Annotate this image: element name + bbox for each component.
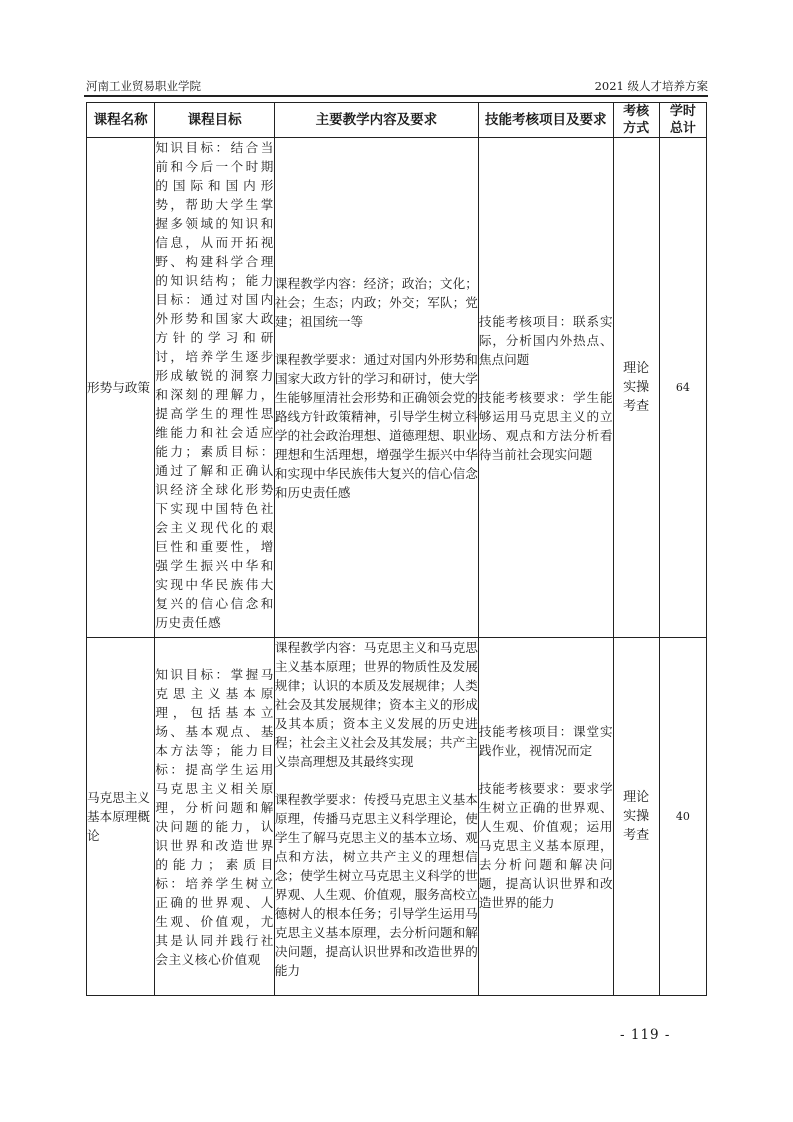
column-header-name: 课程名称 [87, 103, 155, 138]
course-name: 形势与政策 [87, 138, 155, 638]
column-header-hours-line1: 学时 [669, 104, 696, 119]
course-content: 课程教学内容：经济；政治；文化；社会；生态；内政；外交；军队；党建；祖国统一等 [274, 275, 478, 329]
table-row [87, 138, 707, 638]
table-header-row [87, 103, 707, 138]
assessment-mode [613, 638, 659, 996]
assessment-mode-line: 实操 [623, 380, 650, 395]
assessment-mode-line: 考查 [623, 399, 650, 414]
column-header-content: 主要教学内容及要求 [274, 103, 478, 138]
skill-item: 技能考核项目：联系实际，分析国内外热点、焦点问题 [478, 313, 613, 367]
total-hours: 64 [659, 138, 706, 638]
skill-requirement: 技能考核要求：学生能够运用马克思主义的立场、观点和方法分析看待当前社会现实问题 [478, 389, 613, 462]
course-requirement: 课程教学要求：传授马克思主义基本原理，传播马克思主义科学理论，使学生了解马克思主义的基本立场、观点和方法，树立共产主义的理想信念；使学生树立马克思主义科学的世界观、人生观、价值观，服务高校立德树人的根本任务；引导学生运用马克思主义基本原理，去分析问题和解决问题，提高认识世界和改造世界的能力 [274, 792, 478, 978]
skill-cell [478, 638, 613, 996]
column-header-goal: 课程目标 [155, 103, 275, 138]
document-title: 2021 级人才培养方案 [594, 79, 708, 93]
column-header-hours [659, 103, 706, 138]
course-goal: 知识目标：结合当前和今后一个时期的国际和国内形势，帮助大学生掌握多领域的知识和信息，从而开拓视野、构建科学合理的知识结构；能力目标：通过对国内外形势和国家大政方针的学习和研讨，培养学生逐步形成敏锐的洞察力和深刻的理解力，提高学生的理性思维能力和社会适应能力；素质目标：通过了解和正确认识经济全球化形势下实现中国特色社会主义现代化的艰巨性和重要性，增强学生振兴中华和实现中华民族伟大复兴的信心信念和历史责任感 [155, 138, 275, 638]
column-header-skill: 技能考核项目及要求 [478, 103, 613, 138]
assessment-mode-line: 实操 [623, 809, 650, 824]
course-content-cell [274, 638, 478, 996]
skill-item: 技能考核项目：课堂实践作业，视情况而定 [478, 723, 613, 758]
page-header [84, 78, 708, 94]
skill-requirement: 技能考核要求：要求学生树立正确的世界观、人生观、价值观；运用马克思主义基本原理，去分析问题和解决问题，提高认识世界和改造世界的能力 [478, 780, 613, 910]
assessment-mode [613, 138, 659, 638]
table-row [87, 638, 707, 996]
skill-cell [478, 138, 613, 638]
course-content: 课程教学内容：马克思主义和马克思主义基本原理；世界的物质性及发展规律；认识的本质及发展规律；人类社会及其发展规律；资本主义的形成及其本质；资本主义发展的历史进程；社会主义社会及其发展；共产主义崇高理想及其最终实现 [274, 640, 478, 769]
course-content-cell [274, 138, 478, 638]
course-name: 马克思主义基本原理概论 [87, 638, 155, 996]
total-hours: 40 [659, 638, 706, 996]
column-header-mode [613, 103, 659, 138]
assessment-mode-line: 考查 [623, 828, 650, 843]
institution-name: 河南工业贸易职业学院 [86, 79, 201, 93]
course-table [86, 102, 707, 996]
page-number: - 119 - [620, 1027, 671, 1043]
course-requirement: 课程教学要求：通过对国内外形势和国家大政方针的学习和研讨，使大学生能够厘清社会形势和正确领会党的路线方针政策精神，引导学生树立科学的社会政治理想、道德理想、职业理想和生活理想，增强学生振兴中华和实现中华民族伟大复兴的信心信念和历史责任感 [274, 351, 478, 500]
assessment-mode-line: 理论 [623, 790, 650, 805]
column-header-mode-line1: 考核 [623, 104, 650, 119]
column-header-hours-line2: 总计 [669, 121, 696, 136]
assessment-mode-line: 理论 [623, 361, 650, 376]
column-header-mode-line2: 方式 [623, 121, 650, 136]
course-goal: 知识目标：掌握马克思主义基本原理，包括基本立场、基本观点、基本方法等；能力目标：提高学生运用马克思主义相关原理，分析问题和解决问题的能力，认识世界和改造世界的能力；素质目标：培养学生树立正确的世界观、人生观、价值观，尤其是认同并践行社会主义核心价值观 [155, 638, 275, 996]
header-rule [84, 95, 708, 97]
